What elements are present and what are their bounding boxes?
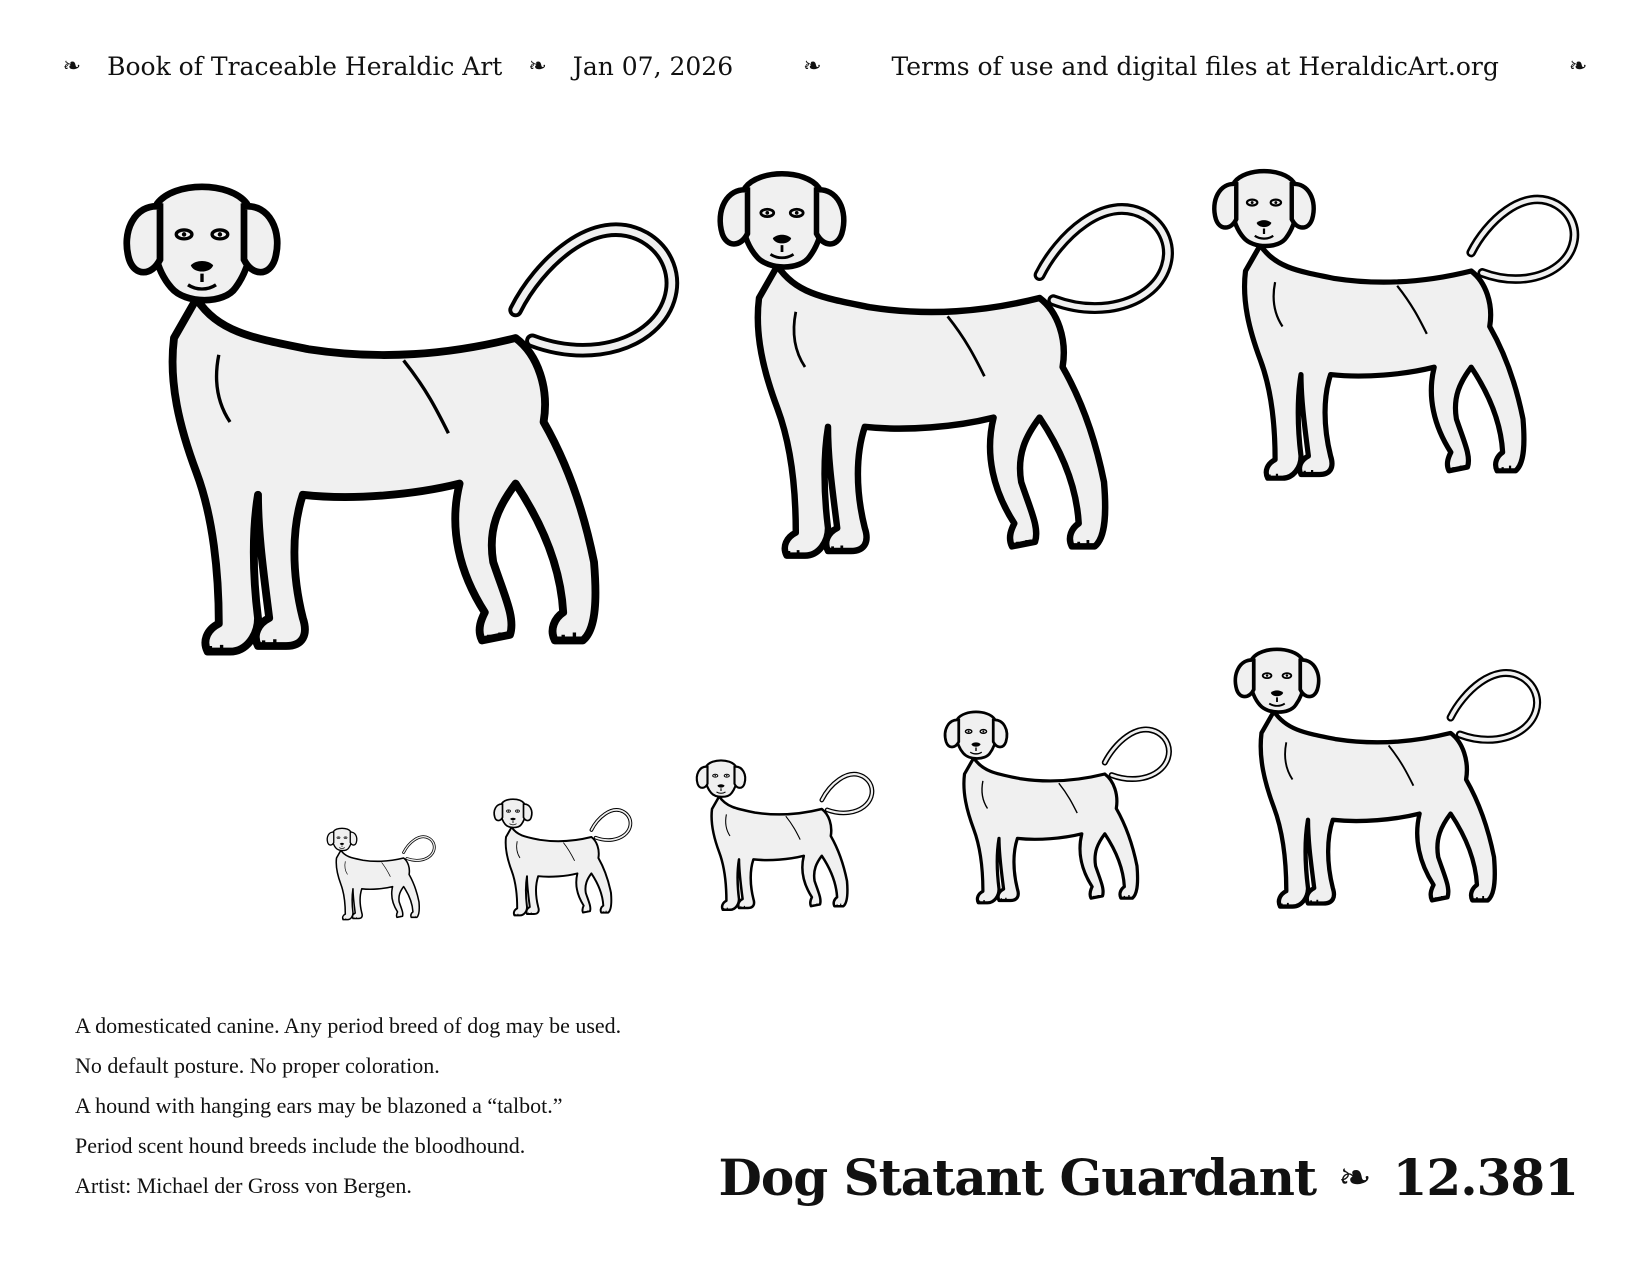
dog-figure-large xyxy=(127,187,672,652)
dog-figure-row-5 xyxy=(1235,649,1537,906)
fleuron-ornament: ❧ xyxy=(62,54,82,79)
dog-figure-row-2 xyxy=(494,799,630,915)
description-line: Period scent hound breeds include the bloodhound. xyxy=(75,1133,526,1158)
dog-figure-row-1 xyxy=(327,828,434,919)
book-title: Book of Traceable Heraldic Art xyxy=(107,52,503,81)
plate-date: Jan 07, 2026 xyxy=(572,52,734,81)
description-line: A domesticated canine. Any period breed of dog may be used. xyxy=(75,1013,622,1038)
plate-title: Dog Statant Guardant xyxy=(718,1148,1317,1207)
fleuron-ornament: ❧ xyxy=(803,54,822,79)
fleuron-ornament: ❧ xyxy=(1338,1154,1371,1201)
fleuron-ornament: ❧ xyxy=(528,54,547,79)
description-line: No default posture. No proper coloration. xyxy=(75,1053,440,1078)
plate-title-block xyxy=(718,1148,1578,1207)
fleuron-ornament: ❧ xyxy=(1568,54,1588,79)
description-line: A hound with hanging ears may be blazoned a “talbot.” xyxy=(75,1093,563,1118)
dog-figure-row-4 xyxy=(945,712,1169,903)
dog-figure-small xyxy=(1214,171,1574,478)
terms-of-use: Terms of use and digital files at HeraldicArt.org xyxy=(891,52,1499,81)
dog-figure-medium xyxy=(720,174,1168,556)
dog-figure-row-3 xyxy=(697,760,872,909)
plate-number: 12.381 xyxy=(1392,1148,1578,1207)
description-notes xyxy=(75,1012,621,1212)
artist-credit: Artist: Michael der Gross von Bergen. xyxy=(75,1173,412,1198)
